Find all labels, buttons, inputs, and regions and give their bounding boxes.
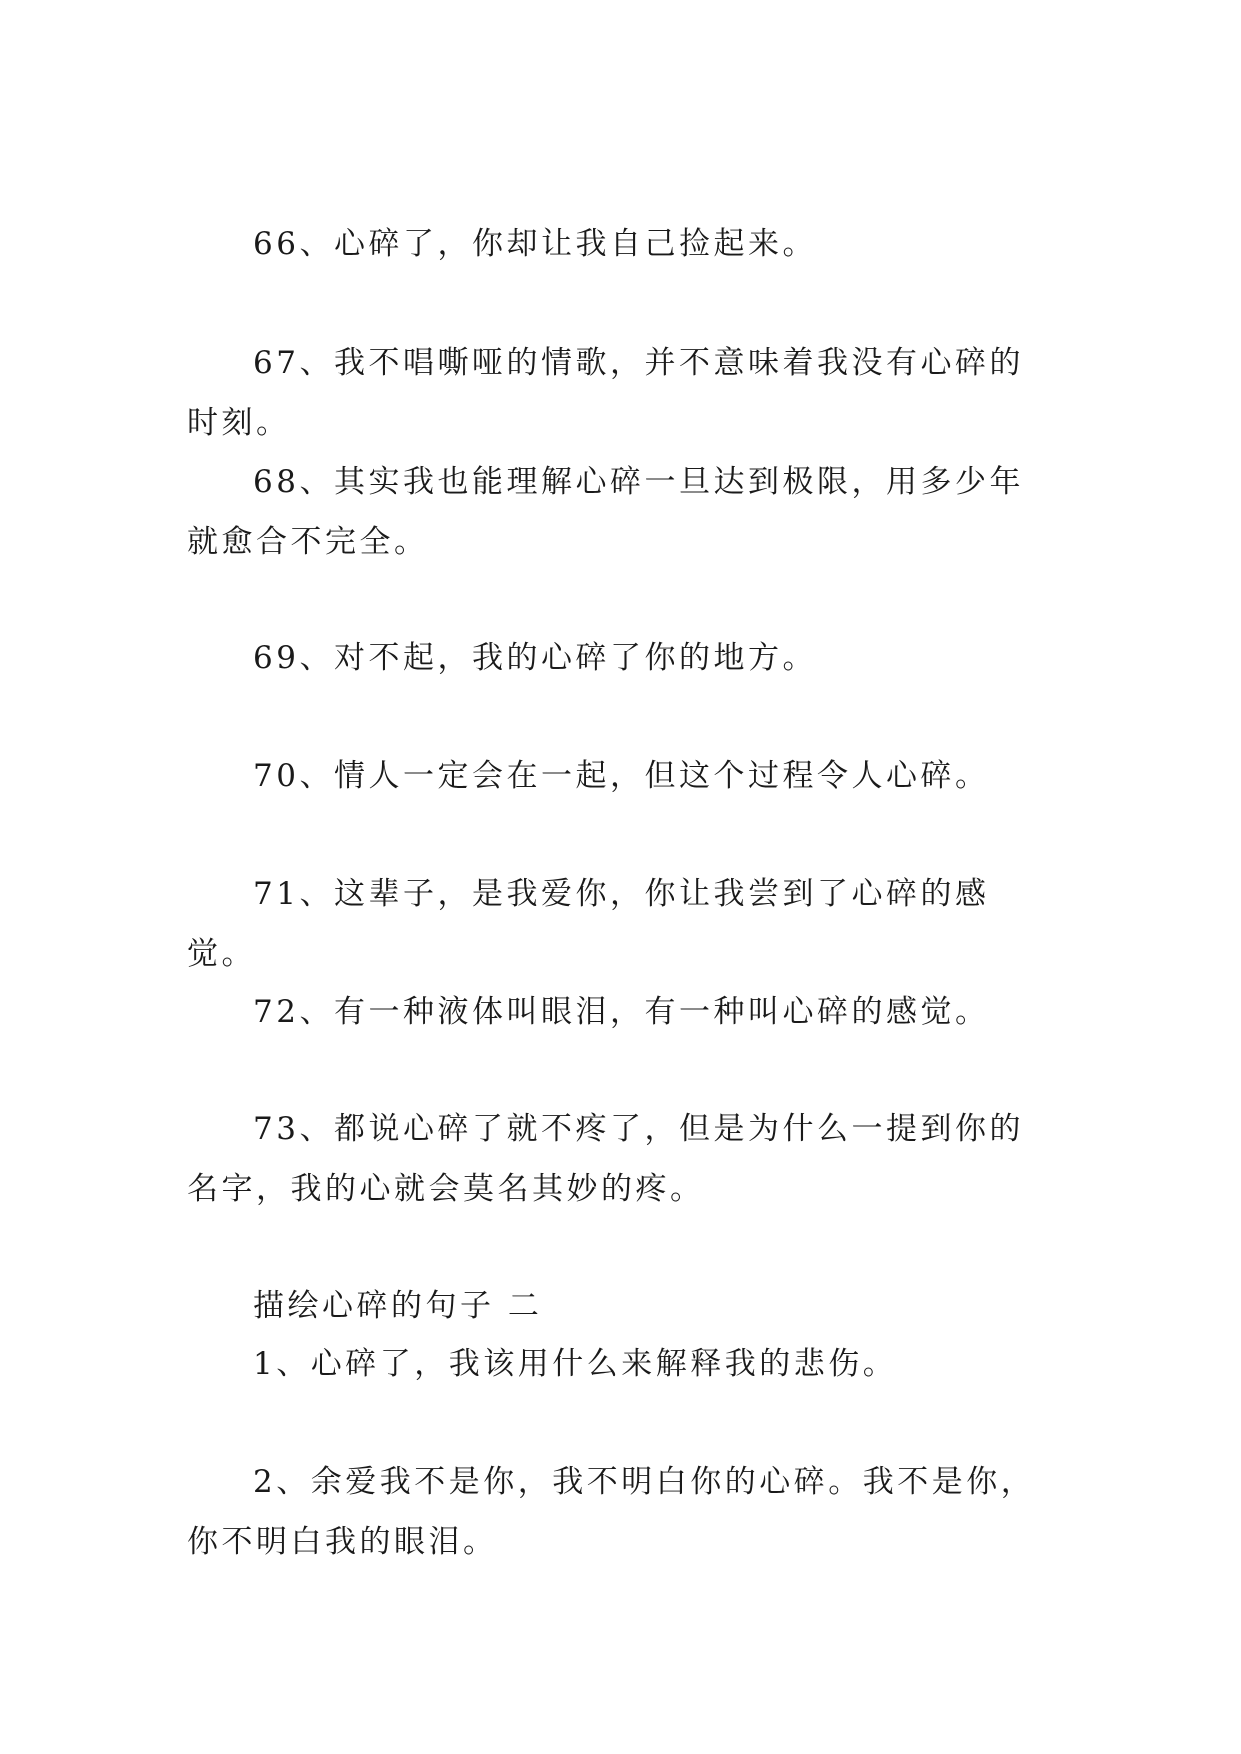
paragraph-66: 66、心碎了，你却让我自己捡起来。 xyxy=(253,226,817,262)
paragraph-69: 69、对不起，我的心碎了你的地方。 xyxy=(253,640,817,676)
paragraph-68: 68、其实我也能理解心碎一旦达到极限，用多少年就愈合不完全。 xyxy=(187,464,1024,560)
paragraph-71: 71、这辈子，是我爱你，你让我尝到了心碎的感觉。 xyxy=(187,876,990,972)
section-heading: 描绘心碎的句子 二 xyxy=(253,1288,543,1324)
paragraph-70: 70、情人一定会在一起，但这个过程令人心碎。 xyxy=(253,758,990,794)
section-paragraph-2: 2、余爱我不是你，我不明白你的心碎。我不是你，你不明白我的眼泪。 xyxy=(187,1464,1036,1560)
paragraph-72: 72、有一种液体叫眼泪，有一种叫心碎的感觉。 xyxy=(253,994,990,1030)
section-paragraph-1: 1、心碎了，我该用什么来解释我的悲伤。 xyxy=(253,1346,898,1382)
paragraph-67: 67、我不唱嘶哑的情歌，并不意味着我没有心碎的时刻。 xyxy=(187,345,1024,441)
paragraph-73: 73、都说心碎了就不疼了，但是为什么一提到你的名字，我的心就会莫名其妙的疼。 xyxy=(187,1111,1024,1207)
